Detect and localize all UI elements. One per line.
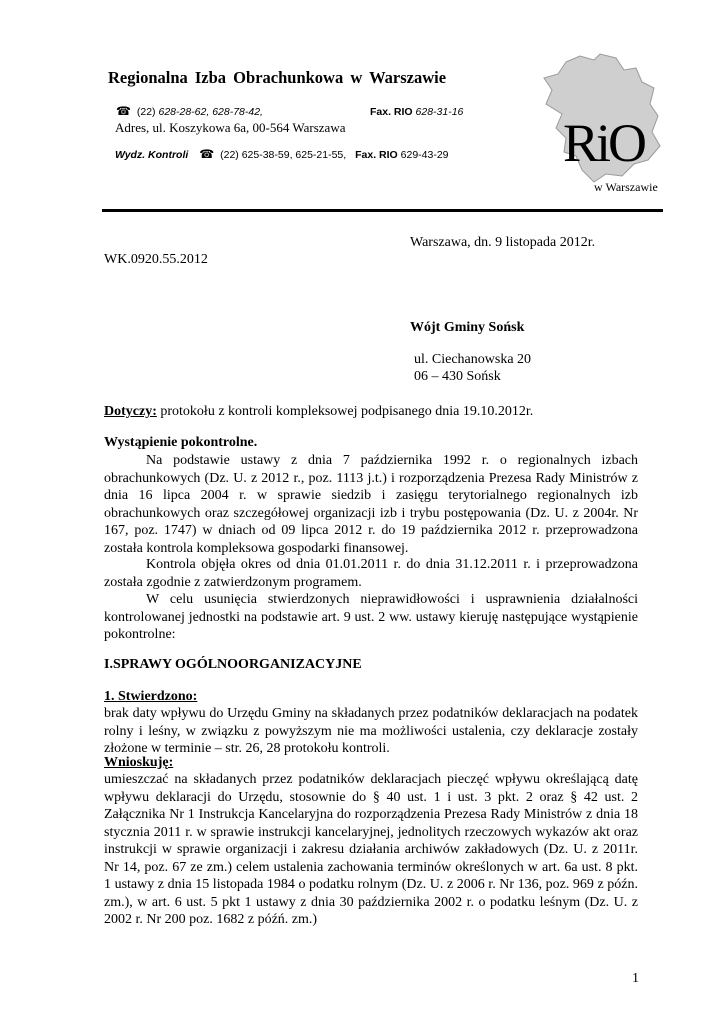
fax-label: Fax. RIO xyxy=(370,106,413,118)
dept-fax: 629-43-29 xyxy=(400,149,449,161)
phone-code: (22) xyxy=(136,106,156,118)
subject-line xyxy=(104,403,533,420)
finding-heading: 1. Stwierdzono: xyxy=(104,689,198,704)
paragraph-3: W celu usunięcia stwierdzonych nieprawidłowości i usprawnienia działalności kontrolowanej jednostki na podstawie art. 9 ust. 2 ww. ustawy kieruję następujące wystąpienie pokontrolne: xyxy=(104,592,638,642)
request-text: umieszczać na składanych przez podatników deklaracjach pieczęć wpływu określającą datę wpływu deklaracji do Urzędu, stosownie do § 40 ust. 1 i ust. 3 pkt. 2 oraz § 42 ust. 2 Załącznika Nr 1 Instrukcja Kancelaryjna do rozporządzenia Prezesa Rady Ministrów z dnia 18 stycznia 2011 r. w sprawie instrukcji kancelaryjnej, jednolitych rzeczowych wykazów akt oraz instrukcji w sprawie organizacji i zakresu działania archiwów zakładowych (Dz. U. z 2011r. Nr 14, poz. 67 ze zm.) celem ustalenia zachowania terminów określonych w art. 6a ust. 8 pkt. 1 ustawy z dnia 15 listopada 1984 o podatku rolnym (Dz. U. z 2006 r. Nr 136, poz. 969 z późn. zm.), w art. 6 ust. 5 pkt 1 ustawy z dnia 30 października 2002 r. o podatku leśnym (Dz. U. z 2002 r. Nr 200 poz. 1682 z późń. zm.) xyxy=(104,772,638,927)
dept-line xyxy=(115,147,449,161)
logo-text: RiO xyxy=(563,113,645,173)
subject-text: protokołu z kontroli kompleksowej podpisanego dnia 19.10.2012r. xyxy=(156,404,534,419)
place-date: Warszawa, dn. 9 listopada 2012r. xyxy=(410,235,596,250)
heading: Wystąpienie pokontrolne. xyxy=(104,435,258,450)
header-divider xyxy=(102,209,663,212)
page-number: 1 xyxy=(632,971,639,986)
section-heading: I.SPRAWY OGÓLNOORGANIZACYJNE xyxy=(104,657,362,672)
reference-number: WK.0920.55.2012 xyxy=(104,252,208,267)
request-heading: Wnioskuję: xyxy=(104,755,174,770)
dept-label: Wydz. Kontroli xyxy=(115,149,189,161)
recipient-title: Wójt Gminy Sońsk xyxy=(410,320,525,335)
fax-line xyxy=(370,106,463,118)
phone-icon: ☎ xyxy=(199,147,215,161)
logo-subtitle: w Warszawie xyxy=(594,180,658,194)
phone-numbers: 628-28-62, 628-78-42, xyxy=(158,106,263,118)
phone-icon: ☎ xyxy=(116,104,131,118)
dept-phone: (22) 625-38-59, 625-21-55, xyxy=(220,149,347,161)
paragraph-1: Na podstawie ustawy z dnia 7 października 1992 r. o regionalnych izbach obrachunkowych (Dz. U. z 2012 r., poz. 1113 j.t.) i rozporządzenia Prezesa Rady Ministrów z dnia 16 lipca 2004 r. w sprawie siedzib i zasięgu terytorialnego regionalnych izb obrachunkowych oraz szczegółowej organizacji izb i trybu postępowania (Dz. U. z 2004r. Nr 167, poz. 1747) w dniach od 09 lipca 2012 r. do 19 października 2012 r. przeprowadzona została kontrola kompleksowa gospodarki finansowej. xyxy=(104,453,638,556)
org-name: Regionalna Izba Obrachunkowa w Warszawie xyxy=(108,68,447,87)
recipient-city: 06 – 430 Sońsk xyxy=(414,369,501,384)
recipient-street: ul. Ciechanowska 20 xyxy=(414,352,532,367)
phone-line xyxy=(116,104,263,118)
finding-text: brak daty wpływu do Urzędu Gminy na składanych przez podatników deklaracjach na podatek rolny i leśny, w związku z powyższym nie ma możliwości ustalenia, czy deklaracje zostały złożone w terminie – str. 26, 28 protokołu kontroli. xyxy=(104,706,638,756)
rio-logo xyxy=(536,52,666,202)
fax-number: 628-31-16 xyxy=(415,106,464,118)
dept-fax-label: Fax. RIO xyxy=(355,149,398,161)
subject-label: Dotyczy: xyxy=(104,404,157,419)
paragraph-2: Kontrola objęła okres od dnia 01.01.2011 r. do dnia 31.12.2011 r. i przeprowadzona została zgodnie z zatwierdzonym programem. xyxy=(104,557,638,590)
address: Adres, ul. Koszykowa 6a, 00-564 Warszawa xyxy=(115,120,346,135)
